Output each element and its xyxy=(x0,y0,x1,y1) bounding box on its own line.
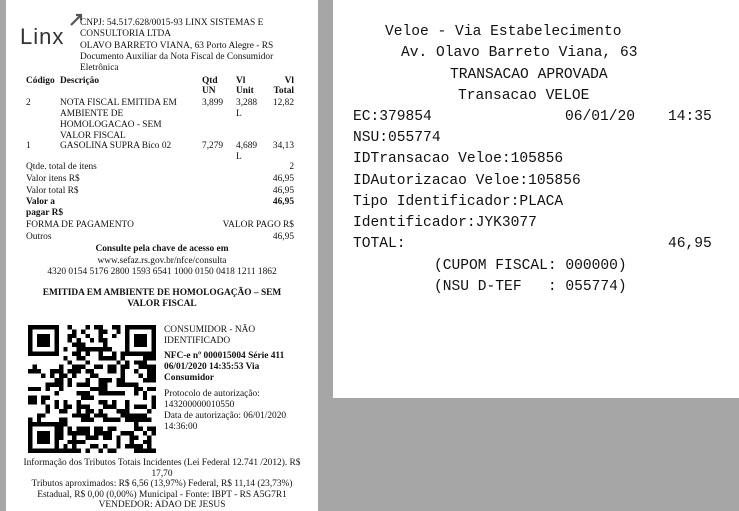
payment-value-label: VALOR PAGO R$ xyxy=(222,220,294,230)
auth-date: Data de autorização: 06/01/2020 14:36:00 xyxy=(164,411,287,432)
taxes-line: Tributos aproximados: R$ 6,56 (13,97%) Federal, R$ 11,14 (23,73%) xyxy=(31,479,293,489)
col-unit: Vl xyxy=(236,76,246,86)
tef-voucher xyxy=(333,0,739,398)
col-total: Vl xyxy=(284,76,294,86)
document-title: Documento Auxiliar da Nota Fiscal de Consumidor Eletrônica xyxy=(80,52,274,73)
col-code: Código xyxy=(26,76,55,86)
item-desc: GASOLINA SUPRA Bico 02 xyxy=(60,141,172,151)
nfce-receipt xyxy=(6,0,318,511)
nfce-number: NFC-e nº 000015004 Série 411 06/01/2020 14:35:53 Via Consumidor xyxy=(164,351,285,383)
total-label: Valor a pagar R$ xyxy=(26,197,64,218)
receipt-header xyxy=(20,24,64,50)
item-desc: NOTA FISCAL EMITIDA EM AMBIENTE DE HOMOLOGACAO - SEM VALOR FISCAL xyxy=(60,98,177,141)
item-code: 1 xyxy=(26,141,31,151)
consumer-info: CONSUMIDOR - NÃO IDENTIFICADO xyxy=(164,325,256,346)
tef-line-merchant: Veloe - Via Estabelecimento xyxy=(385,24,622,40)
tef-nsu-dtef: (NSU D-TEF : 055774) xyxy=(434,279,627,295)
col-qty-unit: UN xyxy=(202,86,216,96)
total-label: Valor total R$ xyxy=(26,186,79,196)
col-total2: Total xyxy=(273,86,294,96)
item-total: 12,82 xyxy=(272,98,294,108)
tef-identificador: Identificador:JYK3077 xyxy=(353,215,537,231)
payment-label: FORMA DE PAGAMENTO xyxy=(26,220,134,230)
item-unit: 4,689 xyxy=(236,141,258,151)
total-label: Qtde. total de itens xyxy=(26,162,97,172)
consult-url[interactable]: www.sefaz.rs.gov.br/nfce/consulta xyxy=(97,256,227,266)
total-value: 46,95 xyxy=(272,197,294,207)
tef-idautorizacao: IDAutorizacao Veloe:105856 xyxy=(353,173,581,189)
tef-total-label: TOTAL: xyxy=(353,236,406,252)
tef-line-address: Av. Olavo Barreto Viana, 63 xyxy=(401,45,638,61)
item-total: 34,13 xyxy=(272,141,294,151)
access-key: 4320 0154 5176 2800 1593 6541 1000 0150 0418 1211 1862 xyxy=(47,267,277,277)
tef-line-type: Transacao VELOE xyxy=(458,88,590,104)
linx-logo: Linx xyxy=(20,24,65,49)
consult-title: Consulte pela chave de acesso em xyxy=(95,244,229,254)
item-code: 2 xyxy=(26,98,31,108)
item-unit: 3,288 xyxy=(236,98,258,108)
col-unit2: Unit xyxy=(236,86,254,96)
total-value: 46,95 xyxy=(272,186,294,196)
item-qty: 7,279 xyxy=(202,141,224,151)
payment-method: Outros xyxy=(26,232,52,242)
item-qty: 3,899 xyxy=(202,98,224,108)
total-value: 2 xyxy=(289,162,294,172)
seller: VENDEDOR: ADAO DE JESUS xyxy=(98,500,226,510)
item-unit-flag: L xyxy=(236,152,242,162)
tef-line-status: TRANSACAO APROVADA xyxy=(450,67,608,83)
tef-total-value: 46,95 xyxy=(668,236,712,252)
taxes-info: Informação dos Tributos Totais Incidentes (Lei Federal 12.741 /2012). R$ 17,70 xyxy=(23,458,301,479)
tef-ec: EC:379854 xyxy=(353,109,432,125)
qr-code xyxy=(28,325,156,453)
tef-nsu: NSU:055774 xyxy=(353,130,441,146)
total-label: Valor itens R$ xyxy=(26,174,80,184)
item-unit-flag: L xyxy=(236,109,242,119)
tef-tipo: Tipo Identificador:PLACA xyxy=(353,194,564,210)
tef-idtransacao: IDTransacao Veloe:105856 xyxy=(353,151,564,167)
total-value: 46,95 xyxy=(272,174,294,184)
company-address: OLAVO BARRETO VIANA, 63 Porto Alegre - RS xyxy=(80,41,274,51)
tef-time: 14:35 xyxy=(668,109,712,125)
protocol: Protocolo de autorização: 143200000010550 xyxy=(164,389,260,410)
payment-value: 46,95 xyxy=(272,232,294,242)
taxes-line: Estadual, R$ 0,00 (0,00%) Municipal - Fonte: IBPT - RS A5G7R1 xyxy=(37,490,287,500)
tef-date: 06/01/20 xyxy=(565,109,636,125)
company-info: CNPJ: 54.517.628/0015-93 LINX SISTEMAS E CONSULTORIA LTDA xyxy=(80,18,264,39)
tef-cupom: (CUPOM FISCAL: 000000) xyxy=(434,258,627,274)
homolog-notice: EMITIDA EM AMBIENTE DE HOMOLOGAÇÃO – SEM VALOR FISCAL xyxy=(42,288,282,309)
col-desc: Descrição xyxy=(60,76,100,86)
col-qty: Qtd xyxy=(202,76,218,86)
